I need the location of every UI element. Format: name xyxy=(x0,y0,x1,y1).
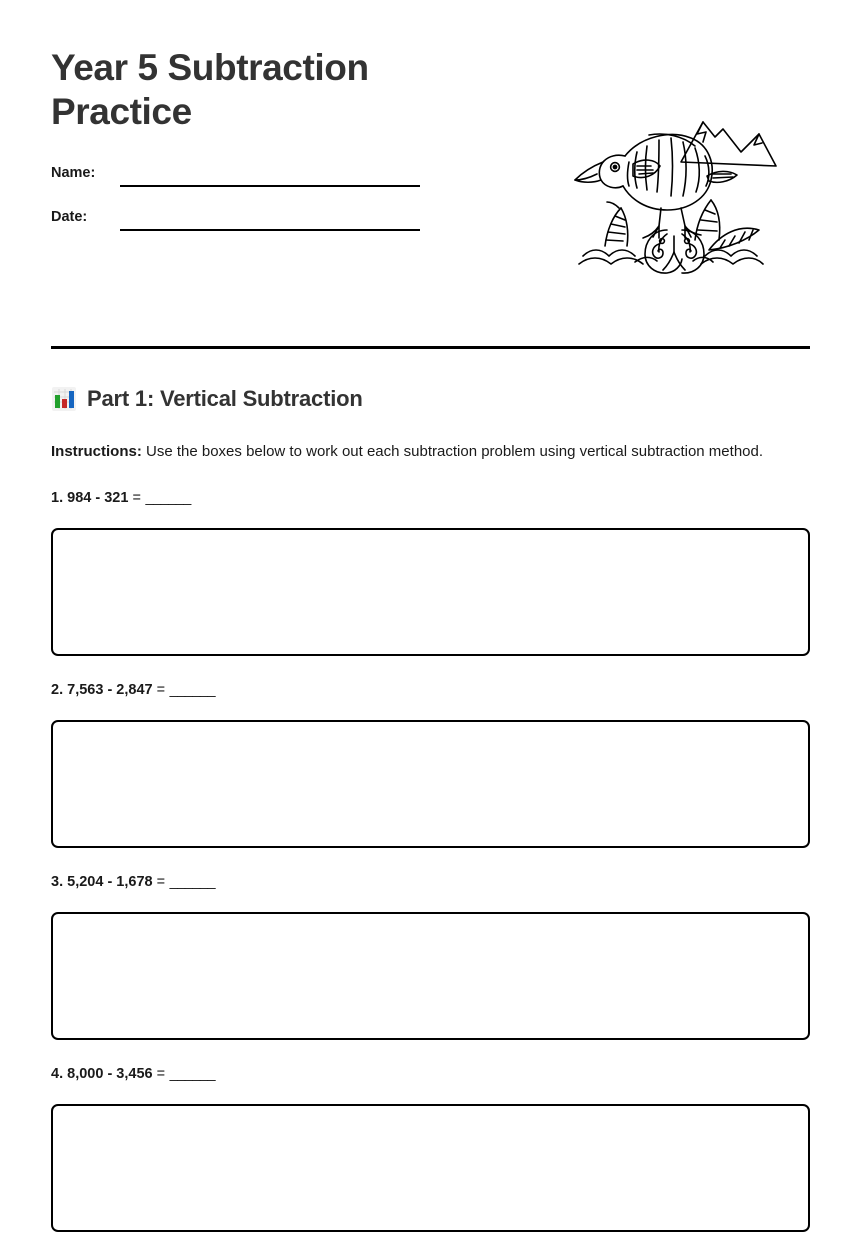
problem-equals-sign: = xyxy=(156,682,166,699)
answer-blank[interactable]: ______ xyxy=(169,682,216,699)
instructions-label: Instructions: xyxy=(51,443,142,460)
problem-item xyxy=(51,1066,810,1232)
problem-item xyxy=(51,874,810,1040)
name-field-line[interactable] xyxy=(120,185,420,187)
problem-expression: 7,563 - 2,847 xyxy=(67,682,153,699)
problem-expression: 8,000 - 3,456 xyxy=(67,1066,153,1083)
date-field-line[interactable] xyxy=(120,229,420,231)
name-field-row xyxy=(51,159,491,203)
problem-number: 2. xyxy=(51,682,64,699)
problem-number: 1. xyxy=(51,490,64,507)
instructions xyxy=(51,442,810,462)
student-fields xyxy=(51,159,491,247)
instructions-text: Use the boxes below to work out each subtraction problem using vertical subtraction method. xyxy=(146,443,764,460)
problem-number: 4. xyxy=(51,1066,64,1083)
answer-blank[interactable]: ______ xyxy=(169,1066,216,1083)
answer-blank[interactable]: ______ xyxy=(169,874,216,891)
header-block xyxy=(51,46,491,247)
problem-item xyxy=(51,682,810,848)
bar-chart-icon xyxy=(51,386,77,412)
section-divider xyxy=(51,346,810,349)
problem-line xyxy=(51,874,810,890)
working-box[interactable] xyxy=(51,720,810,848)
problem-line xyxy=(51,1066,810,1082)
problem-equals-sign: = xyxy=(156,874,166,891)
working-box[interactable] xyxy=(51,528,810,656)
problem-expression: 5,204 - 1,678 xyxy=(67,874,153,891)
page-title: Year 5 Subtraction Practice xyxy=(51,47,369,132)
date-field-row xyxy=(51,203,491,247)
name-field-label: Name: xyxy=(51,165,96,182)
working-box[interactable] xyxy=(51,912,810,1040)
problem-line xyxy=(51,682,810,698)
problem-number: 3. xyxy=(51,874,64,891)
problem-expression: 984 - 321 xyxy=(67,490,129,507)
answer-blank[interactable]: ______ xyxy=(145,490,191,507)
problem-item xyxy=(51,490,810,656)
problem-line xyxy=(51,490,810,506)
worksheet-content xyxy=(51,386,810,1258)
problem-equals-sign: = xyxy=(132,490,142,507)
section-title: Part 1: Vertical Subtraction xyxy=(87,386,363,411)
working-box[interactable] xyxy=(51,1104,810,1232)
kiwi-bird-illustration xyxy=(563,104,778,274)
section-heading xyxy=(51,386,810,412)
problem-equals-sign: = xyxy=(156,1066,166,1083)
date-field-label: Date: xyxy=(51,209,88,226)
